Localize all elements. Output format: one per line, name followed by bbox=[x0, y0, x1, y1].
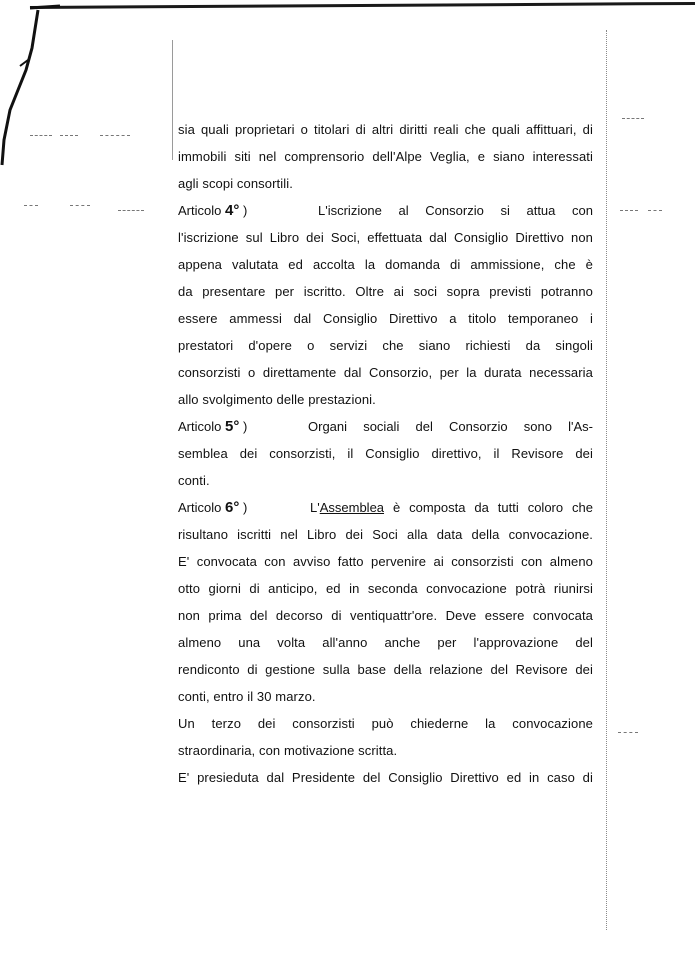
text-line: straordinaria, con motivazione scritta. bbox=[178, 743, 398, 758]
article-paren: ) bbox=[242, 500, 248, 515]
text-line: conti, entro il 30 marzo. bbox=[178, 689, 316, 704]
margin-rule-left bbox=[172, 40, 173, 160]
article-label: Articolo bbox=[178, 203, 222, 218]
article-6-heading bbox=[178, 494, 593, 521]
text-line: Un terzo dei consorzisti può chiederne la convocazione bbox=[178, 716, 593, 731]
text-line: prestatori d'opere o servizi che siano richiesti da singoli bbox=[178, 338, 593, 353]
text-line: semblea dei consorzisti, il Consiglio direttivo, il Revisore dei bbox=[178, 446, 593, 461]
article-paren: ) bbox=[242, 203, 248, 218]
article-label: Articolo bbox=[178, 500, 222, 515]
underlined-term: Assemblea bbox=[319, 500, 385, 515]
text-line: otto giorni di anticipo, ed in seconda convocazione potrà riunirsi bbox=[178, 581, 593, 596]
scan-corner-mark bbox=[0, 0, 70, 170]
text-line: almeno una volta all'anno anche per l'approvazione del bbox=[178, 635, 593, 650]
text-line: Organi sociali del Consorzio sono l'As- bbox=[308, 419, 593, 434]
text-line: non prima del decorso di ventiquattr'ore. Deve essere convocata bbox=[178, 608, 593, 623]
article-number: 5° bbox=[224, 418, 240, 435]
text-line: risultano iscritti nel Libro dei Soci alla data della convocazione. bbox=[178, 527, 593, 542]
article-4-heading bbox=[178, 197, 593, 224]
text-line: agli scopi consortili. bbox=[178, 176, 293, 191]
scan-edge-line bbox=[30, 2, 695, 9]
text-line: L'iscrizione al Consorzio si attua con bbox=[318, 203, 593, 218]
text-line: appena valutata ed accolta la domanda di ammissione, che è bbox=[178, 257, 593, 272]
margin-rule-right bbox=[606, 30, 607, 930]
text-line: rendiconto di gestione sulla base della relazione del Revisore dei bbox=[178, 662, 593, 677]
text-line: immobili siti nel comprensorio dell'Alpe Veglia, e siano interessati bbox=[178, 149, 593, 164]
article-number: 6° bbox=[224, 499, 240, 516]
document-body bbox=[178, 116, 593, 791]
article-label: Articolo bbox=[178, 419, 222, 434]
text-line: conti. bbox=[178, 473, 210, 488]
text-line: da presentare per iscritto. Oltre ai soci sopra previsti potranno bbox=[178, 284, 593, 299]
text-line: E' convocata con avviso fatto pervenire ai consorzisti con almeno bbox=[178, 554, 593, 569]
text-line: sia quali proprietari o titolari di altri diritti reali che quali affittuari, di bbox=[178, 122, 593, 137]
article-paren: ) bbox=[242, 419, 248, 434]
article-number: 4° bbox=[224, 202, 240, 219]
text-line: l'iscrizione sul Libro dei Soci, effettuata dal Consiglio Direttivo non bbox=[178, 230, 593, 245]
text-line: essere ammessi dal Consiglio Direttivo a titolo temporaneo i bbox=[178, 311, 593, 326]
text-line: E' presieduta dal Presidente del Consiglio Direttivo ed in caso di bbox=[178, 770, 593, 785]
article-5-heading bbox=[178, 413, 593, 440]
text-line: L'Assemblea è composta da tutti coloro che bbox=[310, 500, 593, 515]
text-line: consorzisti o direttamente dal Consorzio, per la durata necessaria bbox=[178, 365, 593, 380]
text-line: allo svolgimento delle prestazioni. bbox=[178, 392, 376, 407]
